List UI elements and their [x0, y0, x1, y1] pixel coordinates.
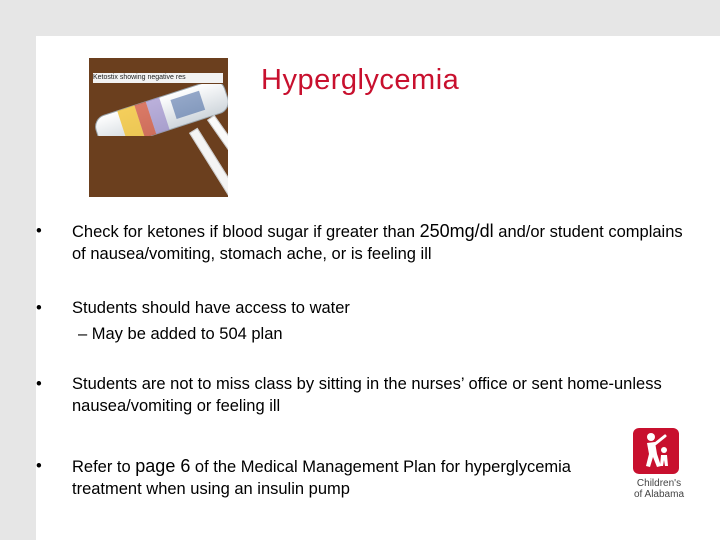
bullet-text: Students are not to miss class by sitting in the nurses’ office or sent home-unless nausea/vomiting or feeling ill — [72, 375, 662, 415]
text-segment: of the Medical Management Plan for hyperglycemia treatment when using an insulin pump — [72, 458, 571, 498]
bullet-text — [72, 220, 692, 265]
text-segment: Refer to — [72, 458, 136, 476]
bullet-text — [72, 455, 642, 500]
logo-text: Children's of Alabama — [633, 478, 685, 500]
slide-title: Hyperglycemia — [261, 64, 460, 96]
logo-mark — [633, 428, 679, 474]
bullet-text: Students should have access to water — [72, 299, 350, 317]
text-segment: and/or student complains of nausea/vomiting, stomach ache, or is feeling ill — [72, 223, 683, 263]
bullet-marker: • — [36, 375, 42, 393]
sub-bullet-text: – May be added to 504 plan — [78, 325, 283, 343]
emphasis-text: page 6 — [135, 456, 191, 476]
bullet-marker: • — [36, 299, 42, 317]
emphasis-text: 250mg/dl — [419, 221, 494, 241]
test-strip-vial-image — [89, 84, 228, 136]
text-segment: Check for ketones if blood sugar if greater than — [72, 223, 420, 241]
childrens-of-alabama-logo — [628, 428, 688, 514]
photo-caption: Ketostix showing negative res — [93, 73, 223, 83]
children-figures-icon — [633, 428, 679, 474]
bullet-marker: • — [36, 222, 42, 240]
bullet-marker: • — [36, 457, 42, 475]
ketone-strips-photo — [89, 58, 228, 197]
